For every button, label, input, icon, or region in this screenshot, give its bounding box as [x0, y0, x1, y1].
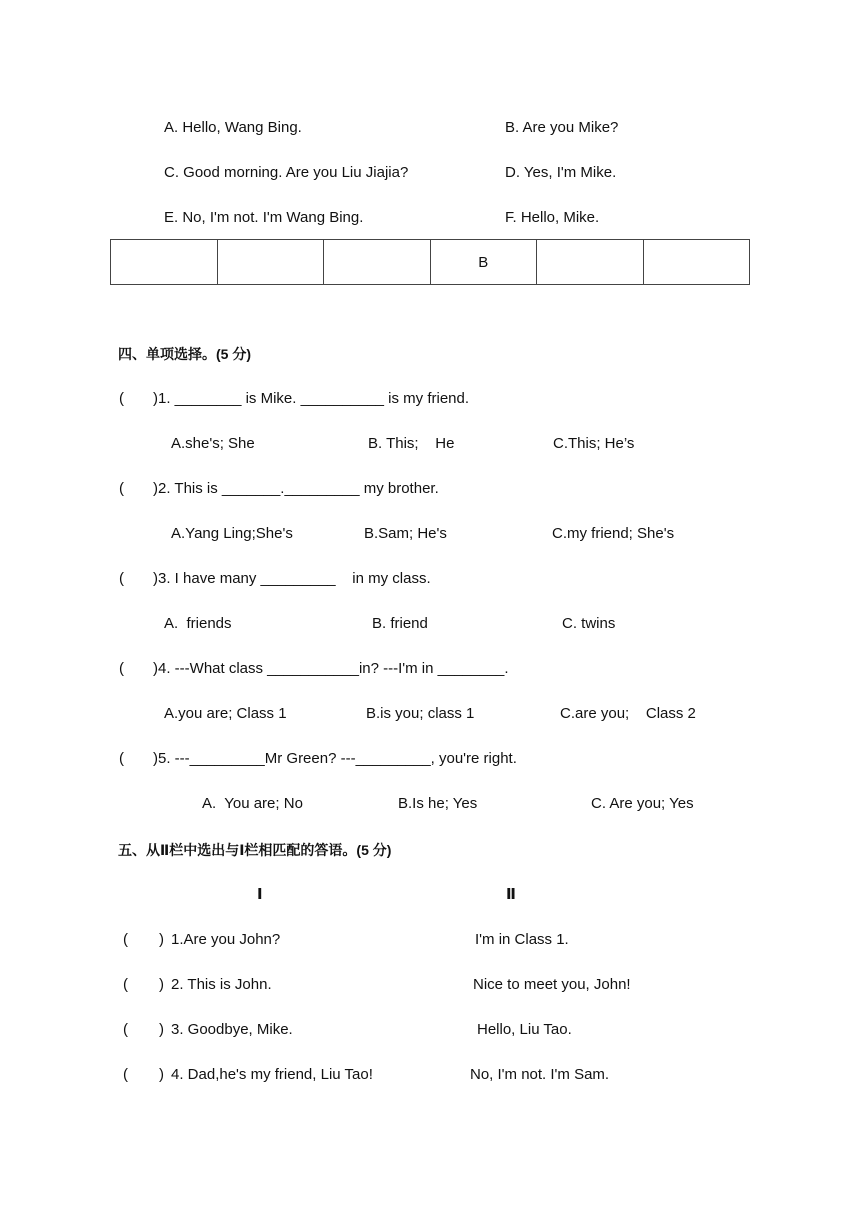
column-header-1: Ⅰ: [257, 886, 263, 903]
match-bracket-open: (: [123, 1021, 128, 1038]
match-right-item: Hello, Liu Tao.: [477, 1021, 572, 1038]
choice-a: A. You are; No: [202, 795, 303, 812]
choice-c: C.my friend; She's: [552, 525, 675, 542]
match-left-item: 2. This is John.: [171, 976, 272, 993]
match-bracket-close: ): [159, 1021, 164, 1038]
match-left-item: 4. Dad,he's my friend, Liu Tao!: [171, 1066, 373, 1083]
answer-cell-4[interactable]: B: [430, 240, 537, 285]
section5-title: 五、从Ⅱ栏中选出与Ⅰ栏相匹配的答语。(5 分): [118, 842, 392, 858]
question-bracket: (: [119, 750, 124, 767]
option-f: F. Hello, Mike.: [505, 209, 600, 226]
match-left-item: 1.Are you John?: [171, 931, 281, 948]
question-bracket: (: [119, 660, 124, 677]
choice-c: C. Are you; Yes: [591, 795, 694, 812]
option-c: C. Good morning. Are you Liu Jiajia?: [164, 164, 409, 181]
question-stem: )4. ---What class ___________in? ---I'm in ________.: [153, 660, 509, 677]
option-e: E. No, I'm not. I'm Wang Bing.: [164, 209, 364, 226]
option-b: B. Are you Mike?: [505, 119, 619, 136]
match-right-item: I'm in Class 1.: [475, 931, 569, 948]
question-stem: )1. ________ is Mike. __________ is my friend.: [153, 390, 470, 407]
question-stem: )3. I have many _________ in my class.: [153, 570, 431, 587]
choice-b: B. friend: [372, 615, 428, 632]
option-d: D. Yes, I'm Mike.: [505, 164, 617, 181]
choice-b: B. This; He: [368, 435, 455, 452]
answer-grid: [110, 239, 750, 285]
choice-a: A.she's; She: [171, 435, 255, 452]
option-a: A. Hello, Wang Bing.: [164, 119, 302, 136]
choice-a: A. friends: [164, 615, 232, 632]
match-bracket-open: (: [123, 931, 128, 948]
match-bracket-open: (: [123, 976, 128, 993]
match-right-item: No, I'm not. I'm Sam.: [470, 1066, 610, 1083]
column-header-2: Ⅱ: [506, 886, 516, 903]
choice-c: C.This; He’s: [553, 435, 635, 452]
match-bracket-open: (: [123, 1066, 128, 1083]
match-left-item: 3. Goodbye, Mike.: [171, 1021, 293, 1038]
answer-cell-6[interactable]: [643, 240, 750, 285]
question-bracket: (: [119, 390, 124, 407]
answer-cell-5[interactable]: [537, 240, 644, 285]
match-right-item: Nice to meet you, John!: [473, 976, 631, 993]
choice-c: C. twins: [562, 615, 616, 632]
question-bracket: (: [119, 480, 124, 497]
section4-title: 四、单项选择。(5 分): [118, 346, 251, 362]
choice-b: B.Is he; Yes: [398, 795, 478, 812]
answer-cell-1[interactable]: [111, 240, 218, 285]
match-bracket-close: ): [159, 1066, 164, 1083]
choice-a: A.Yang Ling;She's: [171, 525, 293, 542]
choice-b: B.Sam; He's: [364, 525, 447, 542]
question-bracket: (: [119, 570, 124, 587]
choice-c: C.are you; Class 2: [560, 705, 696, 722]
question-stem: )5. ---_________Mr Green? ---_________, you're right.: [153, 750, 517, 767]
question-stem: )2. This is _______._________ my brother.: [153, 480, 439, 497]
answer-cell-3[interactable]: [324, 240, 431, 285]
answer-cell-2[interactable]: [217, 240, 324, 285]
match-bracket-close: ): [159, 931, 164, 948]
match-bracket-close: ): [159, 976, 164, 993]
choice-b: B.is you; class 1: [366, 705, 475, 722]
choice-a: A.you are; Class 1: [164, 705, 287, 722]
